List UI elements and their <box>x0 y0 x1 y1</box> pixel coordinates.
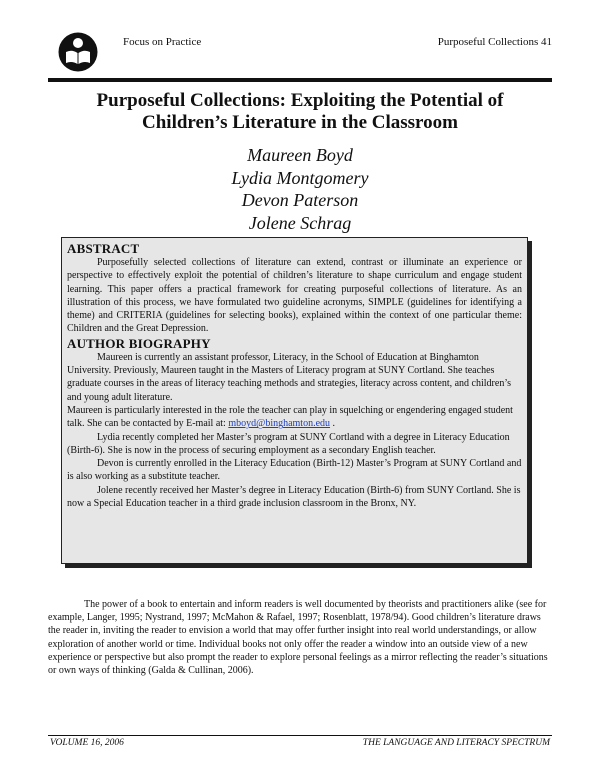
bio-maureen: Maureen is currently an assistant professor, Literacy, in the School of Education at Binghamton University. Previously, Maureen taught in the Masters of Literacy program at SUNY Cortland. She teaches graduate courses in the areas of literacy teaching methods and strategies, literacy across content, and children’s and young adult literature. <box>67 351 511 403</box>
author-name: Jolene Schrag <box>248 212 352 233</box>
body-section <box>48 598 552 677</box>
email-link[interactable]: mboyd@binghamton.edu <box>228 418 331 430</box>
author-list <box>48 144 552 234</box>
title-line-2: Children’s Literature in the Classroom <box>142 112 458 133</box>
footer-journal: THE LANGUAGE AND LITERACY SPECTRUM <box>362 738 550 748</box>
running-header-page: Purposeful Collections 41 <box>437 36 552 48</box>
bio-devon: Devon is currently enrolled in the Literacy Education (Birth-12) Master’s Program at SUNY Cortland and is also working as a substitute teacher. <box>67 458 522 483</box>
title-line-1: Purposeful Collections: Exploiting the Potential of <box>96 90 504 111</box>
bio-heading: AUTHOR BIOGRAPHY <box>67 335 211 351</box>
abstract-heading: ABSTRACT <box>67 241 140 256</box>
running-header-section: Focus on Practice <box>123 36 202 48</box>
header-rule <box>48 78 552 82</box>
abstract-text: Purposefully selected collections of literature can extend, contrast or illuminate an experience or perspective to effectively exploit the potential of children’s literature to shape curriculum and engage student learning. This paper offers a practical framework for creating purposeful collections of literature. As an illustration of this process, we have formulated two guideline acronyms, SIMPLE (guidelines for identifying a theme) and CRITERIA (guidelines for selecting books), explained within the context of one particular theme: Children and the Great Depression. <box>67 257 522 335</box>
footer-rule <box>48 735 552 736</box>
reader-logo-icon <box>58 32 98 72</box>
bio-maureen-contact <box>67 404 522 431</box>
footer-volume: VOLUME 16, 2006 <box>50 738 124 748</box>
author-name: Maureen Boyd <box>247 145 353 165</box>
bio-contact-end: . <box>330 418 336 430</box>
bio-maureen-contact-text: Maureen is particularly interested in the role the teacher can play in squelching or engendering engaged student talk. She can be contacted by E-mail at: <box>67 404 513 430</box>
article-title <box>48 90 552 134</box>
body-paragraph: The power of a book to entertain and inform readers is well documented by theorists and practitioners alike (see for example, Langer, 1995; Nystrand, 1997; McMahon & Rafael, 1997; Rosenblatt, 1978/94). Good children’s literature draws the reader in, inviting the reader to envision a world that may offer further insight into real world understandings, or allow exploration of another world or time. Individual books not only offer the reader a window into an outside view of a new experience or perspective but also prompt the reader to explore personal feelings as a mirror reflecting the reader’s situations or own ways of thinking (Galda & Cullinan, 2006). <box>48 599 548 677</box>
author-name: Lydia Montgomery <box>231 167 369 188</box>
bio-jolene: Jolene recently received her Master’s degree in Literacy Education (Birth-6) from SUNY Cortland. She is now a Special Education teacher in a third grade inclusion classroom in the Bronx, NY. <box>67 484 521 510</box>
abstract-box <box>61 237 528 564</box>
bio-lydia: Lydia recently completed her Master’s program at SUNY Cortland with a degree in Literacy Education (Birth-6). She is now in the process of securing employment as a secondary English teacher. <box>67 431 510 456</box>
author-name: Devon Paterson <box>241 190 359 210</box>
